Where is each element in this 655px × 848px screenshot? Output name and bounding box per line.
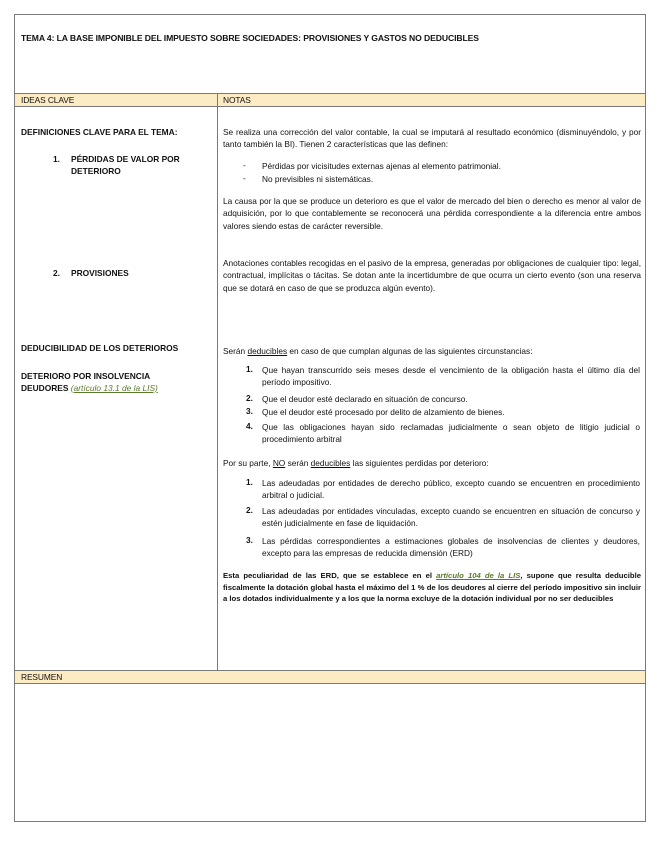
excepcion-1: Las adeudadas por entidades de derecho público, excepto cuando se encuentren en procedimiento arbitral o judicial. [262, 478, 640, 501]
list-number: 1. [246, 364, 253, 374]
dash-bullet: - [243, 160, 246, 170]
column-divider [217, 93, 218, 670]
insolvencia-heading: DETERIORO POR INSOLVENCIA [21, 371, 151, 381]
list-number: 3. [246, 535, 253, 545]
provisiones-definition: Anotaciones contables recogidas en el pasivo de la empresa, generadas por obligaciones de cualquier tipo: legal, contractual, implícitas o tácitas. Se dotan ante la incertidumbre de que ocurra un cierto evento (son una reserva que se dotará en caso de que se produzca algún evento). [223, 258, 641, 293]
condicion-3: Que el deudor esté procesado por delito de alzamiento de bienes. [262, 407, 505, 417]
text-run: Por su parte, [223, 458, 273, 468]
divider [14, 683, 646, 684]
excepcion-2: Las adeudadas por entidades vinculadas, excepto cuando se encuentren en situación de concurso y estén judicialmente en fase de liquidación. [262, 506, 640, 529]
deducibles-underlined: deducibles [310, 458, 351, 468]
list-number: 1. [246, 477, 253, 487]
deducibilidad-heading: DEDUCIBILIDAD DE LOS DETERIOROS [21, 343, 179, 353]
text-run: las siguientes perdidas por deterioro: [350, 458, 489, 468]
divider [14, 93, 646, 94]
insolvencia-heading-2 [21, 383, 158, 393]
list-number: 3. [246, 406, 253, 416]
notas-header: NOTAS [223, 95, 251, 105]
caracteristica-2: No previsibles ni sistemáticas. [262, 174, 374, 184]
resumen-band [15, 670, 645, 683]
perdidas-valor-label: PÉRDIDAS DE VALOR POR [71, 154, 180, 164]
list-number: 4. [246, 421, 253, 431]
definiciones-heading: DEFINICIONES CLAVE PARA EL TEMA: [21, 127, 178, 137]
provisiones-label: PROVISIONES [71, 268, 129, 278]
excepcion-3: Las pérdidas correspondientes a estimaciones globales de insolvencias de clientes y deudores, excepto para las empresas de reducida dimensión (ERD) [262, 536, 640, 559]
articulo-104-link[interactable]: artículo 104 de la LIS [436, 571, 521, 580]
page-title: TEMA 4: LA BASE IMPONIBLE DEL IMPUESTO SOBRE SOCIEDADES: PROVISIONES Y GASTOS NO DEDUCIBLES [21, 33, 479, 43]
erd-paragraph [223, 570, 641, 605]
deudores-label: DEUDORES [21, 383, 69, 393]
text-run: , supone que resulta deducible fiscalmente la dotación global hasta el máximo del 1 % de los deudores al cierre del período impositivo sin incluir a los dotados individualmente y a los que la norma excluye de la dotación individual por no ser deducibles [223, 571, 641, 604]
condicion-1: Que hayan transcurrido seis meses desde el vencimiento de la obligación hasta el último día del período impositivo. [262, 365, 640, 388]
item-number: 1. [53, 154, 60, 164]
articulo-13-link[interactable]: (artículo 13.1 de la LIS) [70, 383, 158, 393]
text-run: serán [285, 458, 311, 468]
item-number: 2. [53, 268, 60, 278]
divider [14, 670, 646, 671]
no-deducibles-intro [223, 457, 641, 469]
list-number: 2. [246, 505, 253, 515]
resumen-header: RESUMEN [21, 672, 63, 682]
text-run: en caso de que cumplan algunas de las siguientes circunstancias: [287, 346, 533, 356]
no-underlined: NO [272, 458, 286, 468]
caracteristica-1: Pérdidas por vicisitudes externas ajenas al elemento patrimonial. [262, 161, 501, 171]
ideas-clave-header: IDEAS CLAVE [21, 95, 75, 105]
list-number: 2. [246, 393, 253, 403]
causa-deterioro: La causa por la que se produce un deterioro es que el valor de mercado del bien o derecho es menor al valor de adquisición, por lo que contablemente se reconocerá una pérdida correspondiente a la diferencia entre ambos valores siendo estas de carácter reversible. [223, 196, 641, 231]
text-run: Esta peculiaridad de las ERD, que se establece en el [223, 571, 437, 580]
text-run: Serán [223, 346, 248, 356]
divider [14, 106, 646, 107]
deducibles-intro [223, 345, 641, 357]
deducibles-underlined: deducibles [247, 346, 288, 356]
condicion-4: Que las obligaciones hayan sido reclamadas judicialmente o sean objeto de litigio judicial o procedimiento arbitral [262, 422, 640, 445]
deterioro-definition: Se realiza una corrección del valor contable, la cual se imputará al resultado económico (disminuyéndolo, y por tanto también la BI). Tienen 2 características que las definen: [223, 127, 641, 150]
column-header-band [15, 93, 645, 106]
perdidas-valor-label-2: DETERIORO [71, 166, 121, 176]
dash-bullet: - [243, 173, 246, 183]
condicion-2: Que el deudor esté declarado en situación de concurso. [262, 394, 468, 404]
